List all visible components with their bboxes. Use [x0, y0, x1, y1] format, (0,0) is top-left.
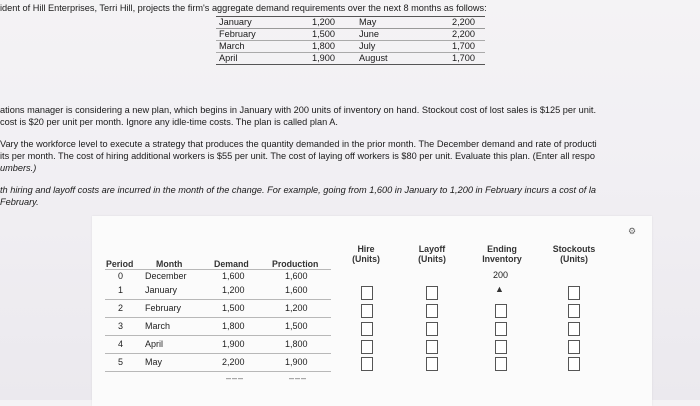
period-cell: 4 — [118, 339, 124, 349]
month-name: February — [216, 29, 280, 41]
month-cell: April — [145, 339, 164, 349]
header-demand: Demand — [214, 259, 249, 269]
production-cell: 1,900 — [285, 357, 308, 367]
truncated-row-marker: ––– — [289, 373, 308, 383]
row-divider — [105, 353, 331, 354]
layoff-input[interactable] — [426, 304, 438, 318]
ending-inventory-input[interactable] — [495, 357, 507, 371]
ending-inventory-input[interactable] — [495, 340, 507, 354]
cost-note-line: February. — [0, 197, 39, 207]
month-name: March — [216, 41, 280, 53]
strategy-line: Vary the workforce level to execute a strategy that produces the quantity demanded in the prior month. The December demand and rate of producti — [0, 139, 597, 149]
month-cell: January — [145, 285, 178, 295]
header-hire-line1: Hire — [357, 244, 375, 254]
intro-text: ident of Hill Enterprises, Terri Hill, projects the firm's aggregate demand requirements over the next 8 months as follows: — [0, 3, 487, 13]
header-stockouts-line1: Stockouts — [552, 244, 596, 254]
month-cell: February — [145, 303, 182, 313]
header-month: Month — [156, 259, 183, 269]
stockouts-input[interactable] — [568, 340, 580, 354]
plan-description-line: cost is $20 per unit per month. Ignore any idle-time costs. The plan is called plan A. — [0, 117, 338, 127]
demand-row — [216, 53, 485, 65]
header-period: Period — [106, 259, 134, 269]
month-demand: 2,200 — [420, 17, 485, 29]
month-cell: March — [145, 321, 171, 331]
strategy-line: umbers.) — [0, 163, 37, 173]
month-name: April — [216, 53, 280, 65]
hire-input[interactable] — [361, 340, 373, 354]
production-cell: 1,200 — [285, 303, 308, 313]
row-divider — [105, 317, 331, 318]
demand-cell: 1,500 — [222, 303, 245, 313]
month-demand: 1,500 — [280, 29, 345, 41]
stockouts-input[interactable] — [568, 322, 580, 336]
header-stockouts-line2: (Units) — [560, 254, 588, 264]
demand-row — [216, 29, 485, 41]
truncated-row-marker: ––– — [226, 373, 245, 383]
starting-inventory: 200 — [493, 270, 509, 280]
period-cell: 1 — [118, 285, 124, 295]
header-production: Production — [272, 259, 319, 269]
month-name: August — [345, 53, 420, 65]
month-demand: 1,900 — [280, 53, 345, 65]
stockouts-input[interactable] — [568, 357, 580, 371]
demand-cell: 1,800 — [222, 321, 245, 331]
up-arrow-icon: ▲ — [495, 284, 504, 294]
demand-table — [216, 16, 485, 65]
demand-cell: 1,200 — [222, 285, 245, 295]
demand-cell: 2,200 — [222, 357, 245, 367]
row-divider — [105, 335, 331, 336]
row-divider — [105, 371, 331, 372]
layoff-input[interactable] — [426, 322, 438, 336]
ending-inventory-input[interactable] — [495, 304, 507, 318]
header-ending-line2: Inventory — [482, 254, 522, 264]
demand-row — [216, 17, 485, 29]
header-hire-line2: (Units) — [352, 254, 380, 264]
layoff-input[interactable] — [426, 340, 438, 354]
hire-input[interactable] — [361, 357, 373, 371]
row-divider — [105, 299, 331, 300]
month-name: July — [345, 41, 420, 53]
cost-note-line: th hiring and layoff costs are incurred in the month of the change. For example, going from 1,600 in January to 1,200 in February incurs a cost of la — [0, 185, 596, 195]
demand-cell: 1,900 — [222, 339, 245, 349]
demand-row — [216, 41, 485, 53]
month-demand: 2,200 — [420, 29, 485, 41]
hire-input[interactable] — [361, 322, 373, 336]
header-layoff-line1: Layoff — [418, 244, 446, 254]
hire-input[interactable] — [361, 304, 373, 318]
period-cell: 0 — [118, 271, 124, 281]
header-layoff — [402, 244, 462, 264]
stockouts-input[interactable] — [568, 286, 580, 300]
header-ending-line1: Ending — [487, 244, 517, 254]
month-demand: 1,200 — [280, 17, 345, 29]
production-cell: 1,600 — [285, 285, 308, 295]
period-cell: 5 — [118, 357, 124, 367]
production-cell: 1,500 — [285, 321, 308, 331]
production-cell: 1,600 — [285, 271, 308, 281]
header-layoff-line2: (Units) — [418, 254, 446, 264]
month-demand: 1,800 — [280, 41, 345, 53]
month-demand: 1,700 — [420, 53, 485, 65]
period-cell: 2 — [118, 303, 124, 313]
hire-input[interactable] — [361, 286, 373, 300]
header-ending-inventory — [470, 244, 534, 264]
layoff-input[interactable] — [426, 286, 438, 300]
month-cell: December — [145, 271, 187, 281]
strategy-line: its per month. The cost of hiring additional workers is $55 per unit. The cost of laying off workers is $80 per unit. Evaluate this plan. (Enter all respo — [0, 151, 595, 161]
month-demand: 1,700 — [420, 41, 485, 53]
plan-description-line: ations manager is considering a new plan, which begins in January with 200 units of inventory on hand. Stockout cost of lost sales is $125 per unit. — [0, 105, 597, 115]
month-name: January — [216, 17, 280, 29]
settings-icon[interactable]: ⚙ — [628, 226, 637, 236]
header-stockouts — [540, 244, 608, 264]
period-cell: 3 — [118, 321, 124, 331]
row-divider — [105, 269, 331, 270]
month-cell: May — [145, 357, 163, 367]
demand-cell: 1,600 — [222, 271, 245, 281]
header-hire — [336, 244, 396, 264]
layoff-input[interactable] — [426, 357, 438, 371]
month-name: May — [345, 17, 420, 29]
production-cell: 1,800 — [285, 339, 308, 349]
ending-inventory-input[interactable] — [495, 322, 507, 336]
month-name: June — [345, 29, 420, 41]
stockouts-input[interactable] — [568, 304, 580, 318]
